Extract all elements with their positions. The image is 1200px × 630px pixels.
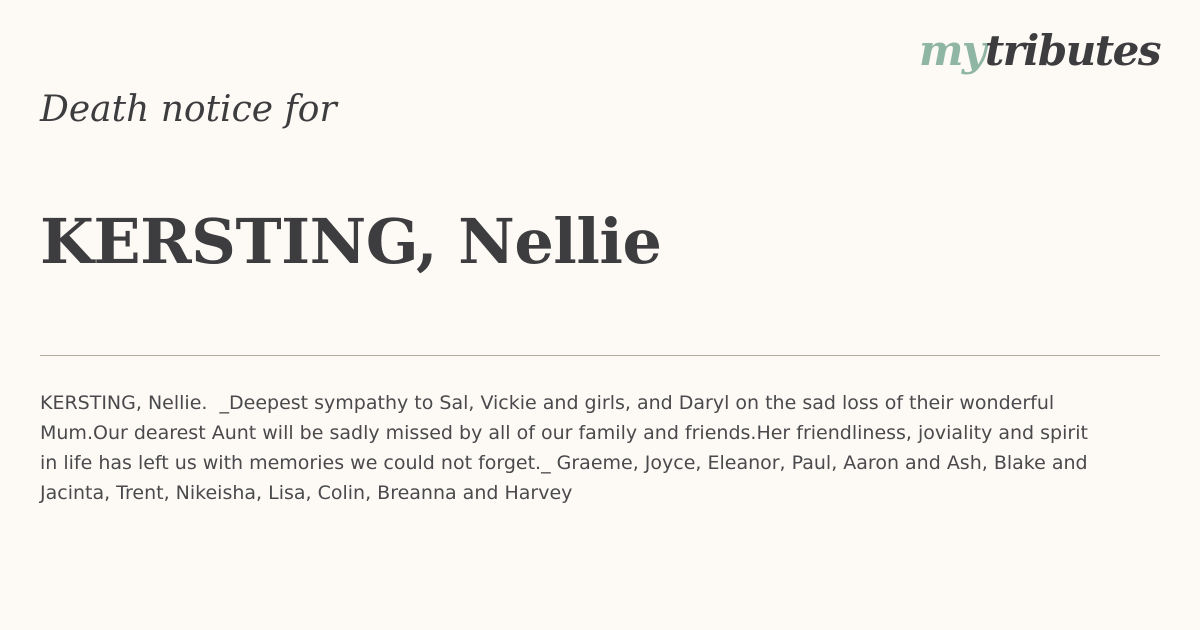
death-notice-heading: Death notice for xyxy=(40,89,337,130)
mytributes-logo[interactable] xyxy=(918,26,1160,75)
logo-tributes-text: tributes xyxy=(984,26,1160,75)
notice-text: KERSTING, Nellie. _Deepest sympathy to Sal, Vickie and girls, and Daryl on the sad loss of their wonderful Mum.Our dearest Aunt will be sadly missed by all of our family and friends.Her friendliness, joviality and spirit in life has left us with memories we could not forget._ Graeme, Joyce, Eleanor, Paul, Aaron and Ash, Blake and Jacinta, Trent, Nikeisha, Lisa, Colin, Breanna and Harvey xyxy=(40,392,1094,504)
divider xyxy=(40,355,1160,356)
deceased-name: KERSTING, Nellie xyxy=(40,205,662,278)
logo-my-text: my xyxy=(918,26,985,75)
